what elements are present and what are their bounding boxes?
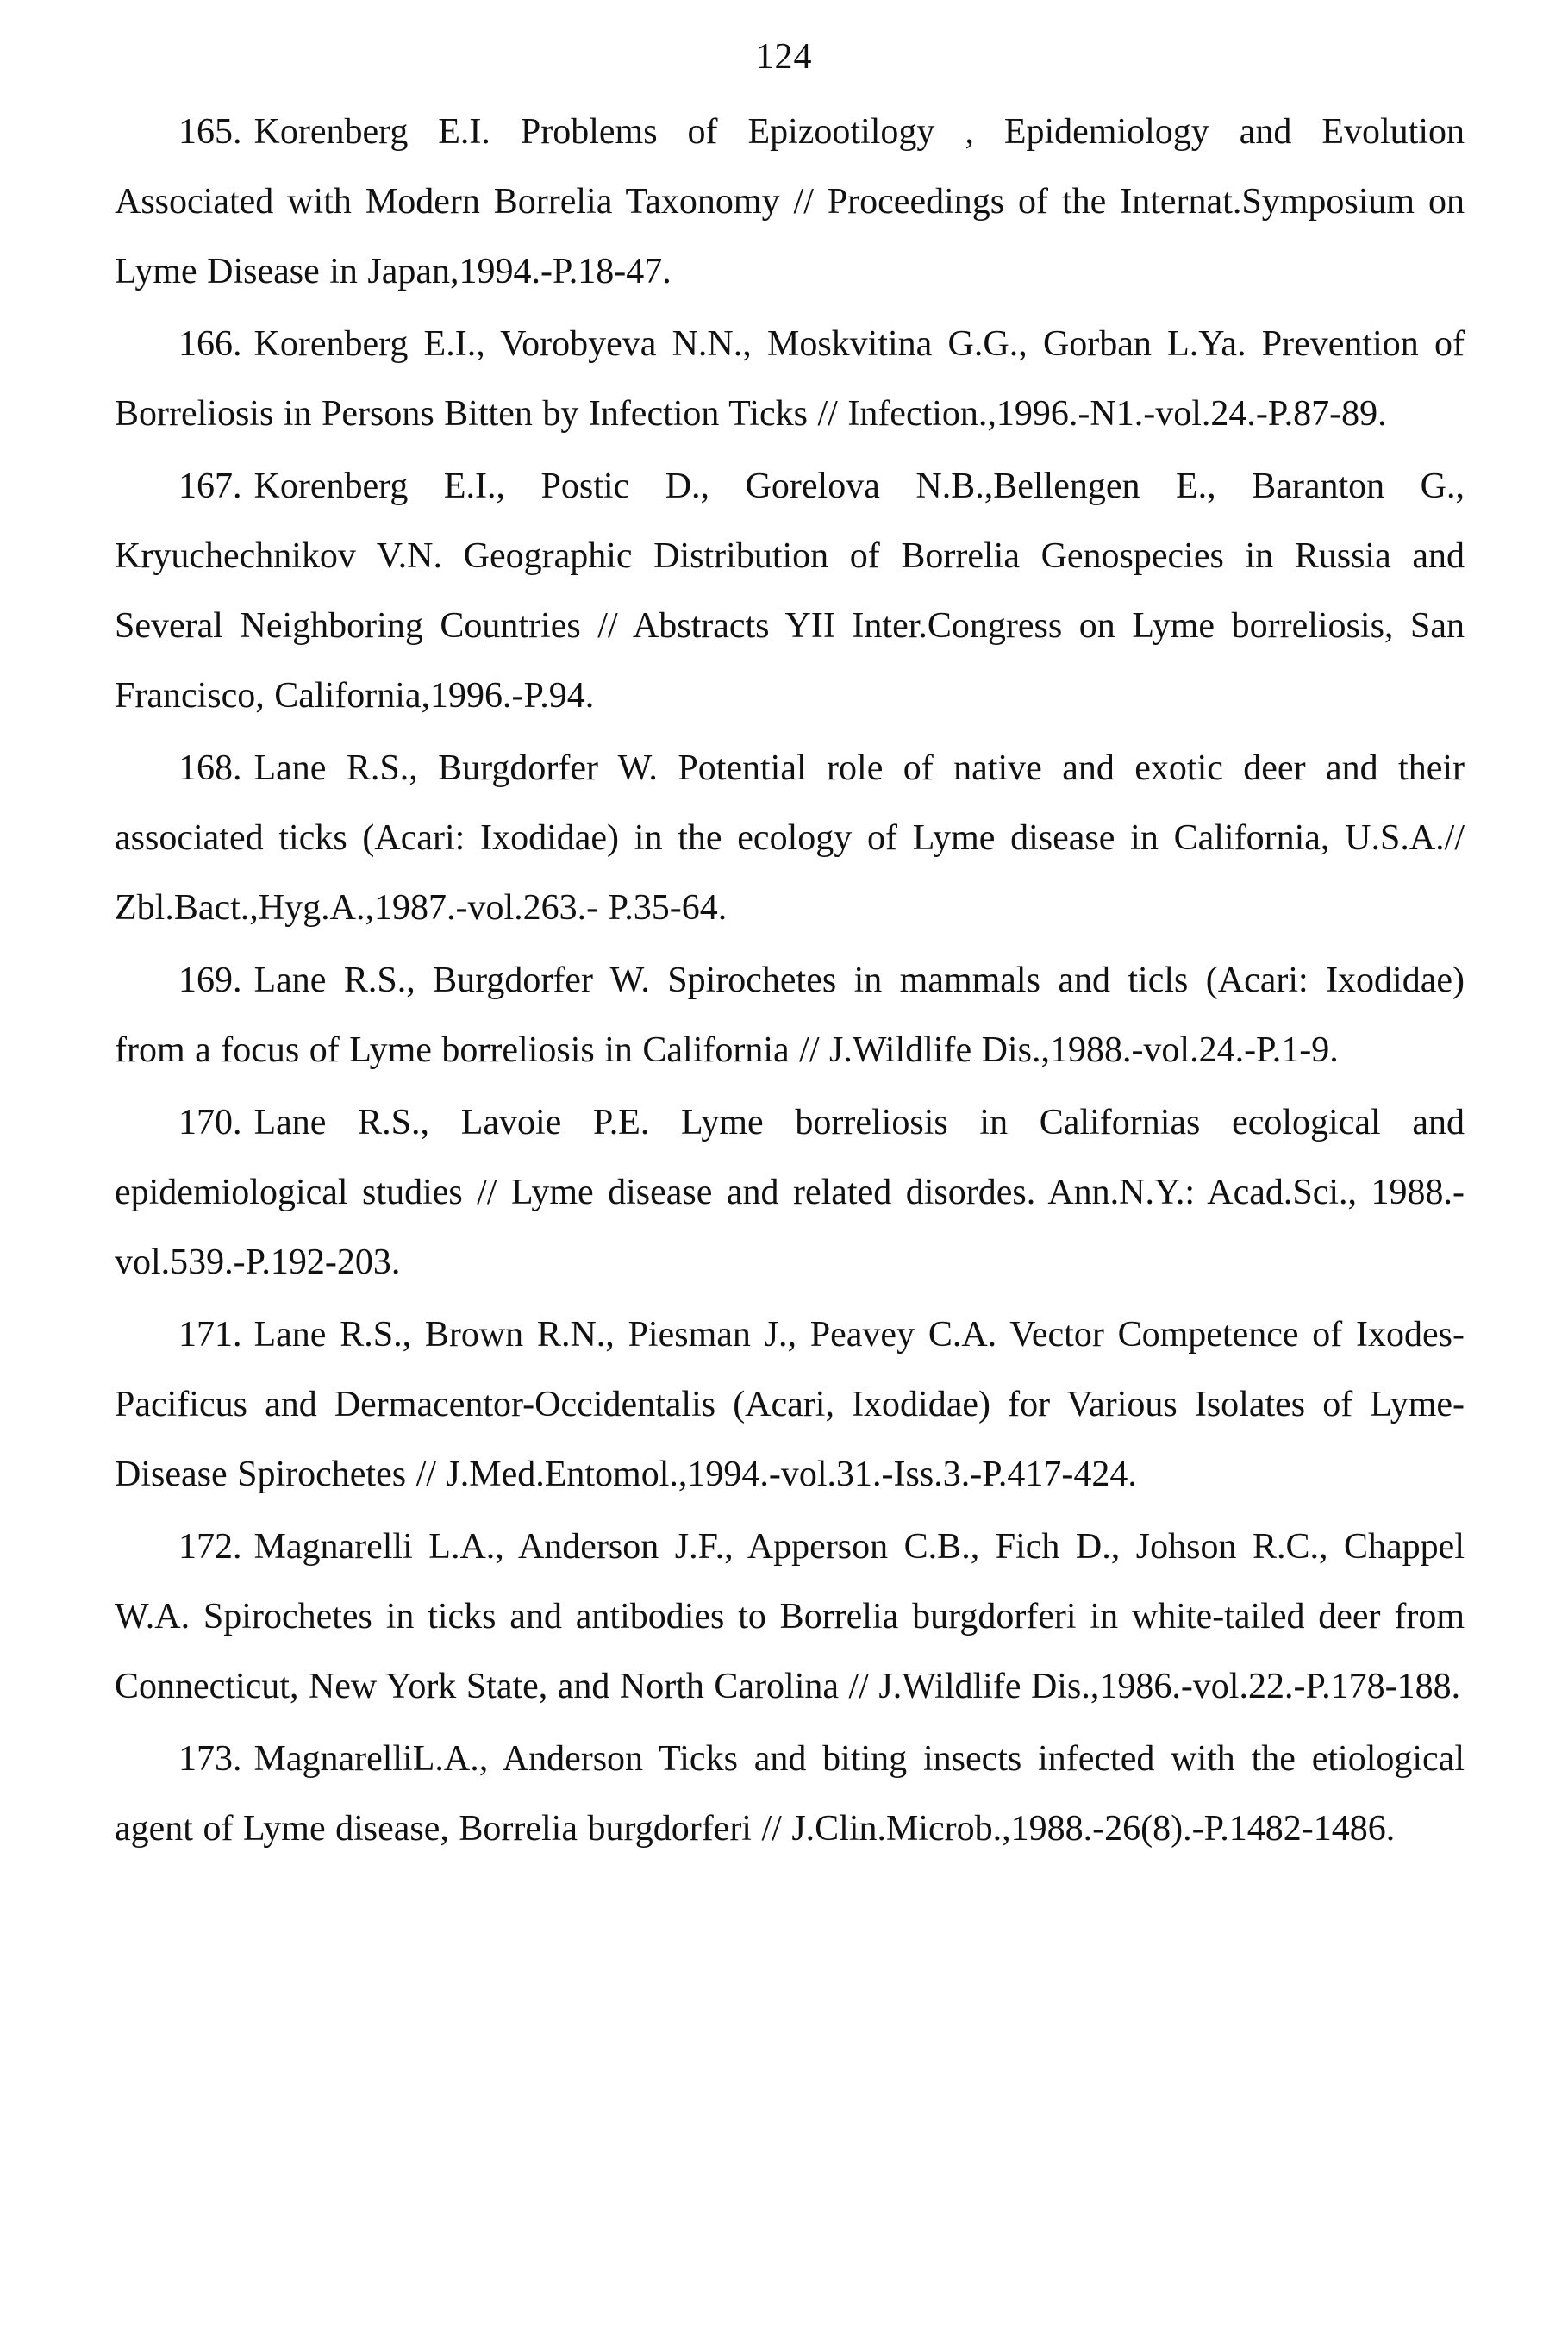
page-number: 124	[755, 37, 813, 77]
reference-item-173	[115, 1724, 1465, 1864]
reference-number: 165.	[178, 112, 242, 152]
reference-number: 173.	[178, 1739, 242, 1779]
reference-text: Lane R.S., Burgdorfer W. Potential role of native and exotic deer and their associated ticks (Acari: Ixodidae) in the ecology of Lyme disease in California, U.S.A.// Zbl.Bact.,Hyg.A.,1987.-vol.263.- P.35-64.	[115, 748, 1465, 928]
reference-number: 167.	[178, 466, 242, 506]
reference-text: Korenberg E.I. Problems of Epizootilogy , Epidemiology and Evolution Associated with Modern Borrelia Taxonomy // Proceedings of the Internat.Symposium on Lyme Disease in Japan,1994.-P.18-47.	[115, 112, 1465, 291]
reference-number: 169.	[178, 961, 242, 1000]
reference-item-169	[115, 946, 1465, 1086]
reference-text: Lane R.S., Lavoie P.E. Lyme borreliosis in Californias ecological and epidemiological studies // Lyme disease and related disordes. Ann.N.Y.: Acad.Sci., 1988.-vol.539.-P.192-203.	[115, 1103, 1465, 1282]
reference-text: Korenberg E.I., Postic D., Gorelova N.B.,Bellengen E., Baranton G., Kryuchechnikov V.N. Geographic Distribution of Borrelia Genospecies in Russia and Several Neighboring Countries // Abstracts YII Inter.Congress on Lyme borreliosis, San Francisco, California,1996.-P.94.	[115, 466, 1465, 716]
reference-text: Lane R.S., Burgdorfer W. Spirochetes in mammals and ticls (Acari: Ixodidae) from a focus of Lyme borreliosis in California // J.Wildlife Dis.,1988.-vol.24.-P.1-9.	[115, 961, 1465, 1070]
reference-item-165	[115, 97, 1465, 307]
reference-text: MagnarelliL.A., Anderson Ticks and biting insects infected with the etiological agent of Lyme disease, Borrelia burgdorferi // J.Clin.Microb.,1988.-26(8).-P.1482-1486.	[115, 1739, 1465, 1849]
reference-number: 172.	[178, 1527, 242, 1567]
reference-item-166	[115, 310, 1465, 449]
reference-text: Magnarelli L.A., Anderson J.F., Apperson C.B., Fich D., Johson R.C., Chappel W.A. Spirochetes in ticks and antibodies to Borrelia burgdorferi in white-tailed deer from Connecticut, New York State, and North Carolina // J.Wildlife Dis.,1986.-vol.22.-P.178-188.	[115, 1527, 1465, 1706]
reference-text: Korenberg E.I., Vorobyeva N.N., Moskvitina G.G., Gorban L.Ya. Prevention of Borreliosis in Persons Bitten by Infection Ticks // Infection.,1996.-N1.-vol.24.-P.87-89.	[115, 324, 1465, 434]
reference-item-171	[115, 1300, 1465, 1510]
reference-number: 168.	[178, 748, 242, 788]
reference-number: 166.	[178, 324, 242, 364]
reference-item-172	[115, 1512, 1465, 1722]
reference-number: 170.	[178, 1103, 242, 1142]
reference-item-167	[115, 452, 1465, 731]
reference-list	[115, 97, 1465, 1867]
reference-number: 171.	[178, 1315, 242, 1355]
reference-item-170	[115, 1088, 1465, 1298]
reference-text: Lane R.S., Brown R.N., Piesman J., Peavey C.A. Vector Competence of Ixodes-Pacificus and Dermacentor-Occidentalis (Acari, Ixodidae) for Various Isolates of Lyme-Disease Spirochetes // J.Med.Entomol.,1994.-vol.31.-Iss.3.-P.417-424.	[115, 1315, 1465, 1494]
reference-item-168	[115, 734, 1465, 943]
